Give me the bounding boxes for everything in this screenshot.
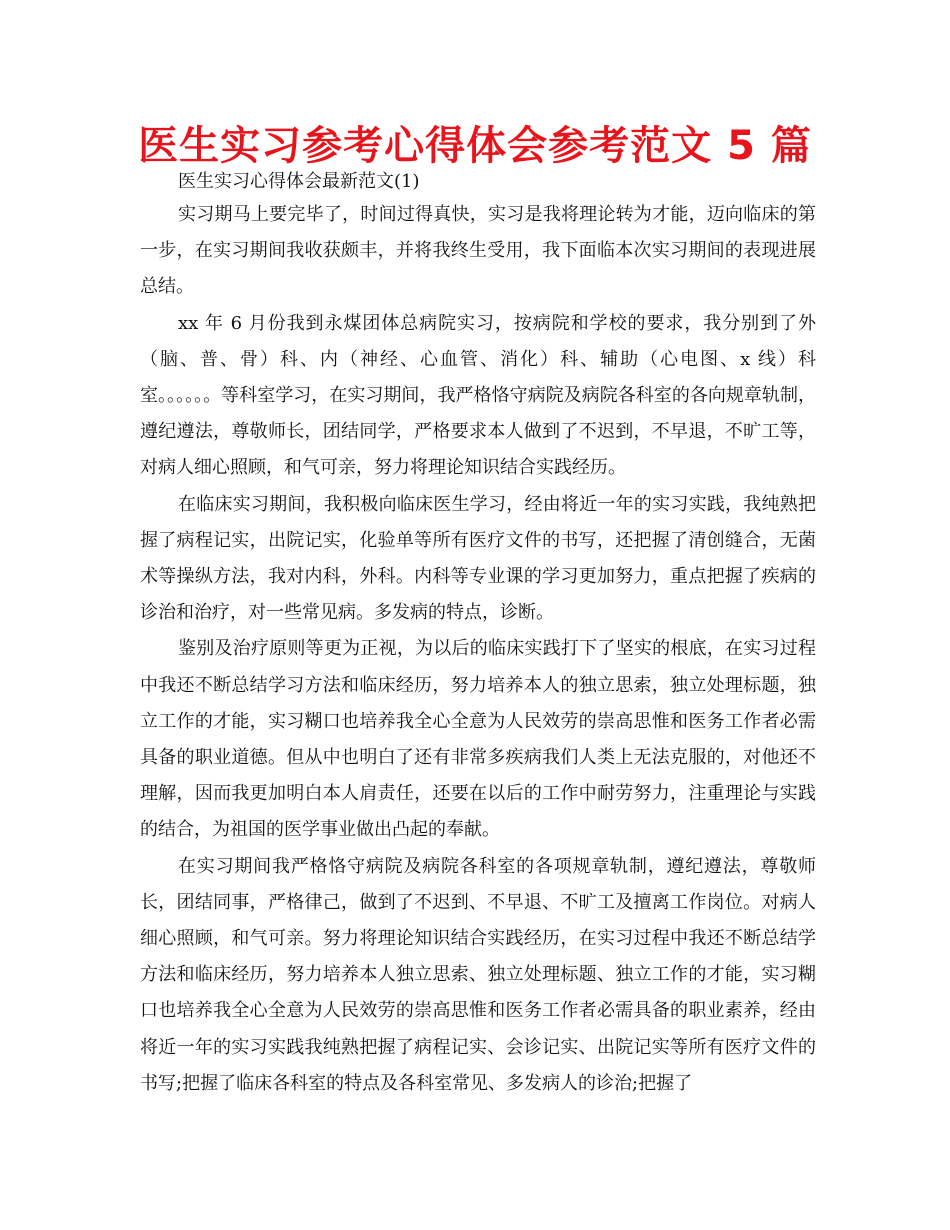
document-body (140, 197, 816, 1102)
document-subtitle: 医生实习心得体会最新范文(1) (178, 171, 420, 192)
paragraph-4: 鉴别及治疗原则等更为正视，为以后的临床实践打下了坚实的根底，在实习过程中我还不断总结学习方法和临床经历，努力培养本人的独立思索，独立处理标题，独立工作的才能，实习糊口也培养我全心全意为人民效劳的崇高思惟和医务工作者必需具备的职业道德。但从中也明白了还有非常多疾病我们人类上无法克服的，对他还不理解，因而我更加明白本人肩责任，还要在以后的工作中耐劳努力，注重理论与实践的结合，为祖国的医学事业做出凸起的奉献。 (140, 638, 816, 841)
document-title: 医生实习参考心得体会参考范文 5 篇 (138, 123, 812, 169)
paragraph-1: 实习期马上要完毕了，时间过得真快，实习是我将理论转为才能，迈向临床的第一步，在实习期间我收获颇丰，并将我终生受用，我下面临本次实习期间的表现进展总结。 (140, 204, 816, 298)
paragraph-2: xx 年 6 月份我到永煤团体总病院实习，按病院和学校的要求，我分别到了外（脑、普、骨）科、内（神经、心血管、消化）科、辅助（心电图、x 线）科室。。。。。。等科室学习，在实习期间，我严格恪守病院及病院各科室的各向规章轨制，遵纪遵法，尊敬师长，团结同学，严格要求本人做到了不迟到，不早退，不旷工等，对病人细心照顾，和气可亲，努力将理论知识结合实践经历。 (140, 312, 816, 479)
paragraph-3: 在临床实习期间，我积极向临床医生学习，经由将近一年的实习实践，我纯熟把握了病程记实，出院记实，化验单等所有医疗文件的书写，还把握了清创缝合，无菌术等操纵方法，我对内科，外科。内科等专业课的学习更加努力，重点把握了疾病的诊治和治疗，对一些常见病。多发病的特点，诊断。 (140, 493, 816, 624)
paragraph-5: 在实习期间我严格恪守病院及病院各科室的各项规章轨制，遵纪遵法，尊敬师长，团结同事，严格律己，做到了不迟到、不早退、不旷工及擅离工作岗位。对病人细心照顾，和气可亲。努力将理论知识结合实践经历，在实习过程中我还不断总结学方法和临床经历，努力培养本人独立思索、独立处理标题、独立工作的才能，实习糊口也培养我全心全意为人民效劳的崇高思惟和医务工作者必需具备的职业素养，经由将近一年的实习实践我纯熟把握了病程记实、会诊记实、出院记实等所有医疗文件的书写;把握了临床各科室的特点及各科室常见、多发病人的诊治;把握了 (140, 855, 816, 1094)
